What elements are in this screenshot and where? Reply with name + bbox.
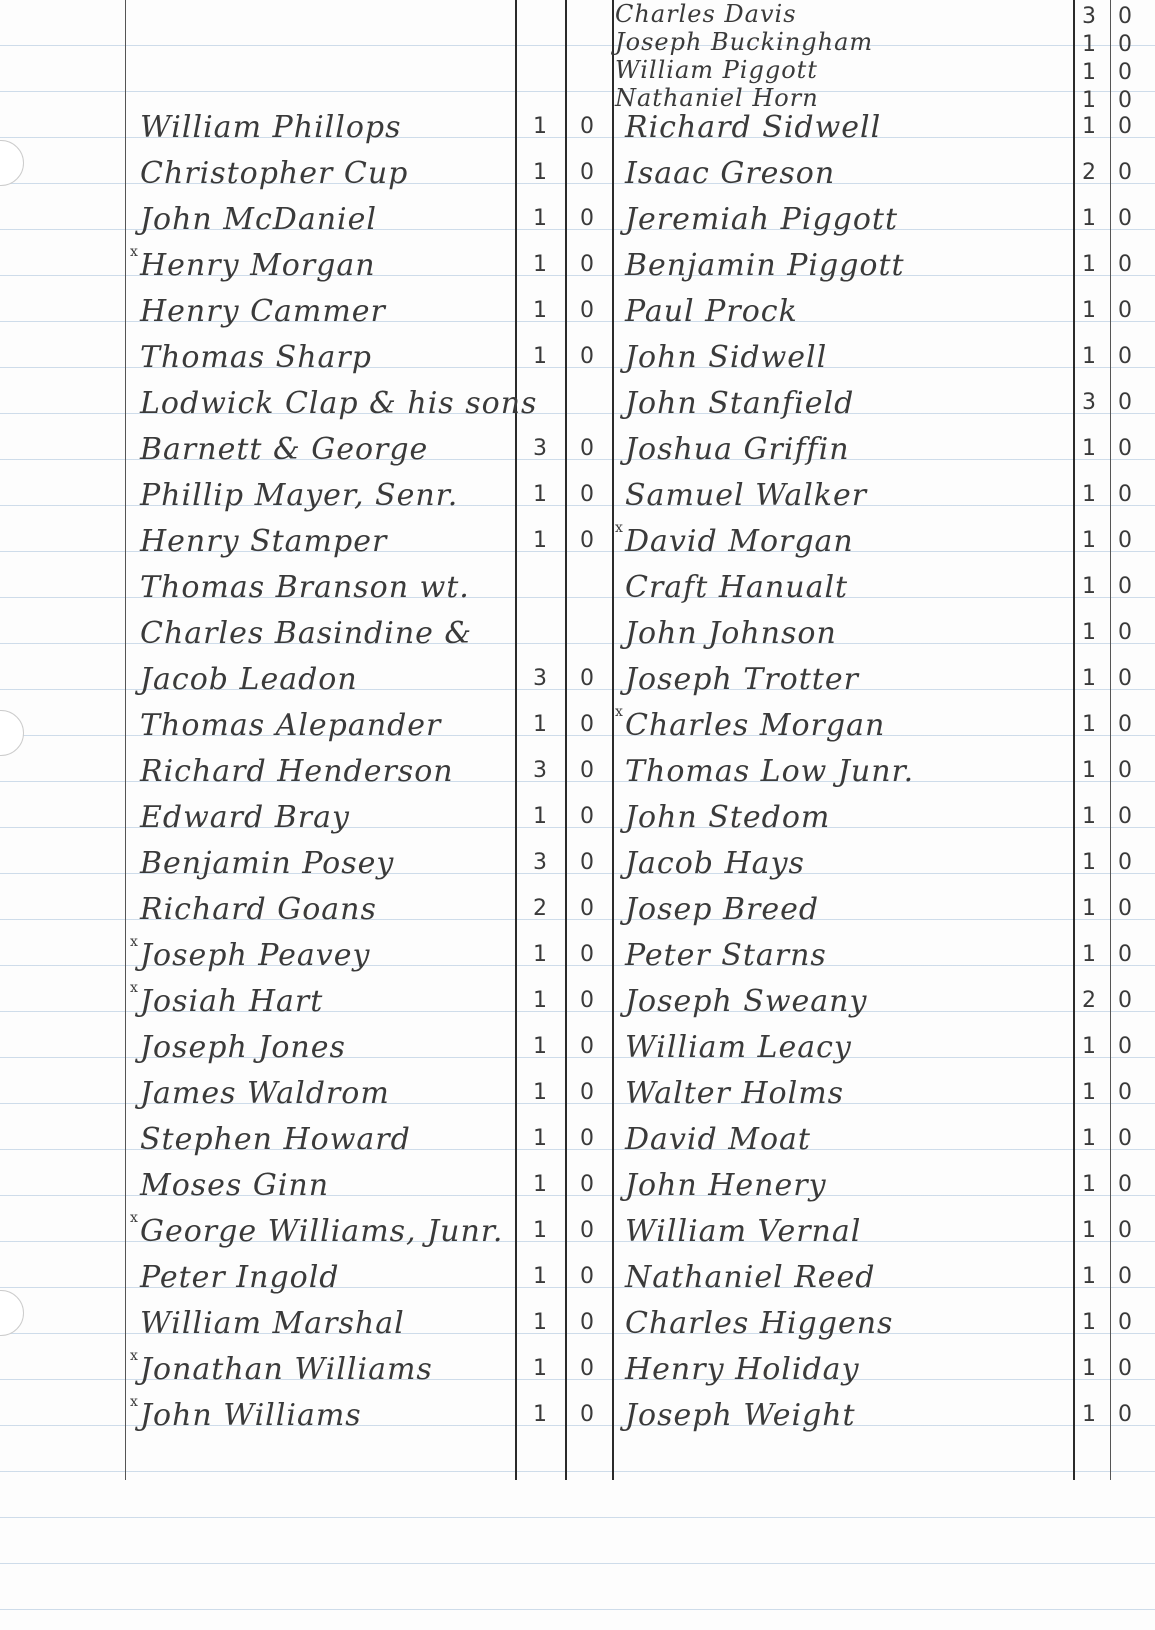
entry-count: 1	[533, 988, 547, 1013]
entry-name: Josep Breed	[625, 892, 820, 927]
entry-count-second: 0	[580, 712, 594, 737]
entry-name: Thomas Low Junr.	[625, 754, 915, 789]
tick-mark: x	[130, 980, 138, 996]
entry-count: 1	[1082, 896, 1096, 921]
entry-count: 2	[1082, 160, 1096, 185]
entry-count-second: 0	[1118, 850, 1132, 875]
entry-name: John Stanfield	[625, 386, 855, 421]
column-rule	[565, 0, 567, 1480]
entry-count: 1	[533, 114, 547, 139]
entry-count: 1	[533, 1356, 547, 1381]
entry-name: Richard Goans	[140, 892, 377, 927]
tick-mark: x	[130, 934, 138, 950]
entry-count: 1	[1082, 1402, 1096, 1427]
entry-count-second: 0	[1118, 4, 1132, 29]
entry-count-second: 0	[580, 436, 594, 461]
entry-count-second: 0	[1118, 1356, 1132, 1381]
entry-name: Benjamin Piggott	[625, 248, 905, 283]
column-rule	[1073, 0, 1075, 1480]
entry-name: William Marshal	[140, 1306, 405, 1341]
entry-count: 1	[1082, 1264, 1096, 1289]
entry-count-second: 0	[1118, 804, 1132, 829]
entry-count-second: 0	[580, 1080, 594, 1105]
entry-count: 1	[1082, 344, 1096, 369]
entry-count-second: 0	[580, 482, 594, 507]
entry-count-second: 0	[580, 1264, 594, 1289]
entry-count-second: 0	[580, 1126, 594, 1151]
entry-name: Stephen Howard	[140, 1122, 411, 1157]
entry-count: 1	[1082, 114, 1096, 139]
entry-count-second: 0	[1118, 528, 1132, 553]
entry-count: 1	[533, 712, 547, 737]
entry-count: 1	[533, 1218, 547, 1243]
entry-name: John Stedom	[625, 800, 831, 835]
entry-count: 3	[533, 850, 547, 875]
entry-count-second: 0	[1118, 390, 1132, 415]
entry-name: Phillip Mayer, Senr.	[140, 478, 459, 513]
entry-count: 1	[533, 160, 547, 185]
entry-count: 1	[1082, 758, 1096, 783]
entry-name: Nathaniel Horn	[615, 84, 819, 112]
entry-count-second: 0	[1118, 252, 1132, 277]
entry-count: 1	[1082, 850, 1096, 875]
entry-count: 3	[533, 666, 547, 691]
entry-count: 1	[1082, 1356, 1096, 1381]
entry-name: Henry Holiday	[625, 1352, 860, 1387]
entry-name: Nathaniel Reed	[625, 1260, 876, 1295]
entry-name: Peter Ingold	[140, 1260, 340, 1295]
entry-name: Craft Hanualt	[625, 570, 849, 605]
entry-name: Benjamin Posey	[140, 846, 395, 881]
entry-count-second: 0	[580, 942, 594, 967]
entry-count-second: 0	[580, 988, 594, 1013]
entry-name: William Vernal	[625, 1214, 862, 1249]
entry-count-second: 0	[1118, 574, 1132, 599]
column-rule	[612, 0, 614, 1480]
entry-count: 1	[533, 1034, 547, 1059]
entry-count-second: 0	[1118, 88, 1132, 113]
entry-count: 1	[533, 298, 547, 323]
entry-name: Thomas Branson wt.	[140, 570, 470, 605]
entry-name: David Moat	[625, 1122, 811, 1157]
entry-count-second: 0	[580, 298, 594, 323]
entry-name: Henry Morgan	[140, 248, 376, 283]
entry-count-second: 0	[1118, 206, 1132, 231]
binder-hole	[0, 1290, 24, 1336]
entry-name: Jeremiah Piggott	[625, 202, 899, 237]
entry-count: 3	[1082, 4, 1096, 29]
entry-count: 1	[1082, 206, 1096, 231]
entry-count-second: 0	[580, 160, 594, 185]
entry-count-second: 0	[1118, 436, 1132, 461]
entry-name: Joseph Buckingham	[615, 28, 874, 56]
entry-count: 1	[533, 252, 547, 277]
entry-name: Charles Davis	[615, 0, 797, 28]
entry-count: 1	[1082, 574, 1096, 599]
entry-count: 1	[533, 1310, 547, 1335]
entry-name: Joshua Griffin	[625, 432, 850, 467]
entry-count: 2	[1082, 988, 1096, 1013]
entry-name: Isaac Greson	[625, 156, 836, 191]
entry-count: 1	[1082, 528, 1096, 553]
entry-count: 1	[1082, 298, 1096, 323]
entry-count: 1	[1082, 1310, 1096, 1335]
entry-count-second: 0	[1118, 482, 1132, 507]
entry-count-second: 0	[1118, 114, 1132, 139]
entry-count-second: 0	[580, 1310, 594, 1335]
entry-name: Jonathan Williams	[140, 1352, 433, 1387]
entry-name: Richard Sidwell	[625, 110, 882, 145]
entry-name: Joseph Jones	[140, 1030, 346, 1065]
entry-count-second: 0	[1118, 1402, 1132, 1427]
entry-count-second: 0	[1118, 344, 1132, 369]
entry-name: Edward Bray	[140, 800, 350, 835]
entry-count-second: 0	[580, 1172, 594, 1197]
binder-hole	[0, 140, 24, 186]
entry-name: Peter Starns	[625, 938, 827, 973]
entry-count-second: 0	[580, 206, 594, 231]
tick-mark: x	[130, 1348, 138, 1364]
entry-name: Henry Stamper	[140, 524, 388, 559]
entry-count: 1	[1082, 942, 1096, 967]
entry-count-second: 0	[1118, 1264, 1132, 1289]
entry-count: 1	[1082, 666, 1096, 691]
entry-count: 1	[1082, 1034, 1096, 1059]
entry-count-second: 0	[1118, 1126, 1132, 1151]
entry-count: 1	[1082, 1080, 1096, 1105]
binder-hole	[0, 710, 24, 756]
entry-count-second: 0	[580, 896, 594, 921]
entry-name: John Williams	[140, 1398, 362, 1433]
entry-count: 1	[1082, 712, 1096, 737]
entry-count: 1	[1082, 482, 1096, 507]
entry-count: 1	[533, 942, 547, 967]
column-rule	[1110, 0, 1111, 1480]
entry-name: John Sidwell	[625, 340, 828, 375]
entry-count: 1	[533, 1264, 547, 1289]
entry-count-second: 0	[580, 1402, 594, 1427]
tick-mark: x	[615, 704, 623, 720]
entry-count-second: 0	[1118, 60, 1132, 85]
entry-name: Henry Cammer	[140, 294, 386, 329]
entry-count: 1	[1082, 252, 1096, 277]
entry-count: 1	[1082, 436, 1096, 461]
entry-count-second: 0	[1118, 758, 1132, 783]
entry-name: Charles Morgan	[625, 708, 886, 743]
entry-name: Moses Ginn	[140, 1168, 330, 1203]
entry-count: 1	[533, 482, 547, 507]
entry-count: 1	[533, 1126, 547, 1151]
entry-count: 3	[1082, 390, 1096, 415]
tick-mark: x	[130, 1394, 138, 1410]
entry-name: Jacob Leadon	[140, 662, 358, 697]
entry-count: 3	[533, 758, 547, 783]
entry-name: Charles Basindine &	[140, 616, 473, 651]
entry-count: 3	[533, 436, 547, 461]
entry-name: Thomas Sharp	[140, 340, 372, 375]
entry-count-second: 0	[1118, 896, 1132, 921]
entry-name: Walter Holms	[625, 1076, 845, 1111]
entry-name: Samuel Walker	[625, 478, 868, 513]
entry-name: Barnett & George	[140, 432, 429, 467]
entry-name: William Piggott	[615, 56, 818, 84]
entry-count: 1	[1082, 88, 1096, 113]
entry-count-second: 0	[1118, 942, 1132, 967]
entry-count-second: 0	[1118, 1034, 1132, 1059]
entry-count: 2	[533, 896, 547, 921]
entry-count: 1	[533, 528, 547, 553]
entry-count-second: 0	[580, 758, 594, 783]
entry-count-second: 0	[1118, 620, 1132, 645]
entry-count-second: 0	[1118, 1310, 1132, 1335]
entry-name: Josiah Hart	[140, 984, 324, 1019]
entry-name: Joseph Weight	[625, 1398, 856, 1433]
entry-name: Joseph Peavey	[140, 938, 371, 973]
entry-name: Charles Higgens	[625, 1306, 894, 1341]
entry-count: 1	[533, 1172, 547, 1197]
entry-count-second: 0	[1118, 1080, 1132, 1105]
entry-name: Joseph Trotter	[625, 662, 859, 697]
entry-count: 1	[1082, 620, 1096, 645]
entry-name: Joseph Sweany	[625, 984, 868, 1019]
entry-count: 1	[533, 804, 547, 829]
entry-name: George Williams, Junr.	[140, 1214, 504, 1249]
entry-name: Jacob Hays	[625, 846, 805, 881]
entry-name: William Leacy	[625, 1030, 852, 1065]
entry-count-second: 0	[1118, 988, 1132, 1013]
entry-count-second: 0	[1118, 298, 1132, 323]
entry-count-second: 0	[1118, 712, 1132, 737]
margin-line	[125, 0, 126, 1480]
entry-count-second: 0	[580, 252, 594, 277]
entry-count: 1	[1082, 1126, 1096, 1151]
entry-count-second: 0	[580, 850, 594, 875]
entry-count: 1	[1082, 1172, 1096, 1197]
entry-name: Paul Prock	[625, 294, 798, 329]
entry-count-second: 0	[580, 344, 594, 369]
tick-mark: x	[615, 520, 623, 536]
entry-name: Richard Henderson	[140, 754, 454, 789]
column-rule	[515, 0, 517, 1480]
entry-count-second: 0	[1118, 666, 1132, 691]
entry-count-second: 0	[580, 804, 594, 829]
entry-count-second: 0	[580, 1218, 594, 1243]
entry-count-second: 0	[1118, 1218, 1132, 1243]
entry-name: David Morgan	[625, 524, 854, 559]
entry-name: Thomas Alepander	[140, 708, 442, 743]
entry-name: John Johnson	[625, 616, 837, 651]
entry-name: Christopher Cup	[140, 156, 409, 191]
entry-name: John Henery	[625, 1168, 827, 1203]
entry-count-second: 0	[580, 1356, 594, 1381]
entry-count-second: 0	[580, 114, 594, 139]
tick-mark: x	[130, 244, 138, 260]
entry-count-second: 0	[580, 666, 594, 691]
entry-count: 1	[1082, 1218, 1096, 1243]
entry-count-second: 0	[580, 528, 594, 553]
entry-count-second: 0	[580, 1034, 594, 1059]
entry-count: 1	[533, 344, 547, 369]
entry-name: William Phillops	[140, 110, 402, 145]
entry-count: 1	[1082, 32, 1096, 57]
entry-count: 1	[533, 1402, 547, 1427]
entry-count: 1	[533, 1080, 547, 1105]
entry-count: 1	[1082, 804, 1096, 829]
entry-count: 1	[533, 206, 547, 231]
entry-name: Lodwick Clap & his sons	[140, 386, 538, 421]
entry-name: James Waldrom	[140, 1076, 390, 1111]
entry-count-second: 0	[1118, 1172, 1132, 1197]
entry-count-second: 0	[1118, 160, 1132, 185]
entry-count-second: 0	[1118, 32, 1132, 57]
entry-name: John McDaniel	[140, 202, 377, 237]
entry-count: 1	[1082, 60, 1096, 85]
tick-mark: x	[130, 1210, 138, 1226]
